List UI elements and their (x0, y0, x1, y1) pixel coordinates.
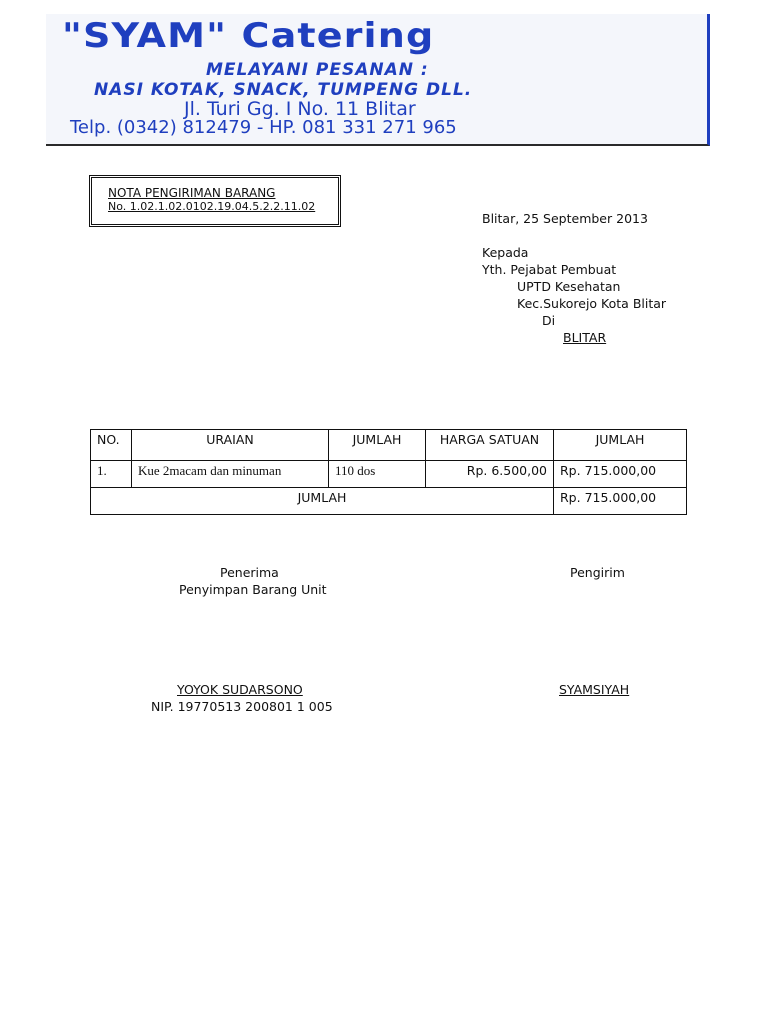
recipient-kepada: Kepada (482, 245, 529, 260)
letter-date: Blitar, 25 September 2013 (482, 211, 648, 226)
header-no: NO. (91, 430, 132, 461)
table-total-row (91, 488, 687, 515)
sender-name: SYAMSIYAH (559, 682, 630, 697)
table-row (91, 461, 687, 488)
recipient-line1: UPTD Kesehatan (517, 279, 621, 294)
company-name: "SYAM" Catering (62, 16, 435, 56)
total-value: Rp. 715.000,00 (554, 488, 687, 515)
sender-role: Pengirim (570, 565, 625, 580)
recipient-line2: Kec.Sukorejo Kota Blitar (517, 296, 667, 311)
nota-title: NOTA PENGIRIMAN BARANG (108, 186, 276, 200)
header-uraian: URAIAN (132, 430, 329, 461)
nota-number: No. 1.02.1.02.0102.19.04.5.2.2.11.02 (108, 200, 316, 213)
company-address: Jl. Turi Gg. I No. 11 Blitar (184, 98, 416, 120)
total-label: JUMLAH (91, 488, 554, 515)
service-heading: MELAYANI PESANAN : (206, 60, 429, 80)
receiver-role: Penerima (220, 565, 279, 580)
cell-no: 1. (91, 461, 132, 488)
receiver-name: YOYOK SUDARSONO (177, 682, 303, 697)
recipient-di: Di (542, 313, 556, 328)
recipient-title: Yth. Pejabat Pembuat (482, 262, 617, 277)
items-table (90, 429, 687, 515)
letterhead-stamp (46, 14, 710, 146)
recipient-city: BLITAR (563, 330, 607, 345)
cell-line-total: Rp. 715.000,00 (554, 461, 687, 488)
table-header-row (91, 430, 687, 461)
header-harga-satuan: HARGA SATUAN (426, 430, 554, 461)
cell-qty: 110 dos (329, 461, 426, 488)
receiver-unit: Penyimpan Barang Unit (179, 582, 327, 597)
nota-box (89, 175, 341, 227)
cell-uraian: Kue 2macam dan minuman (132, 461, 329, 488)
header-jumlah-total: JUMLAH (554, 430, 687, 461)
service-list: NASI KOTAK, SNACK, TUMPENG DLL. (94, 80, 473, 100)
company-phone: Telp. (0342) 812479 - HP. 081 331 271 965 (70, 117, 457, 138)
header-jumlah-qty: JUMLAH (329, 430, 426, 461)
receiver-nip: NIP. 19770513 200801 1 005 (151, 699, 333, 714)
cell-unit-price: Rp. 6.500,00 (426, 461, 554, 488)
